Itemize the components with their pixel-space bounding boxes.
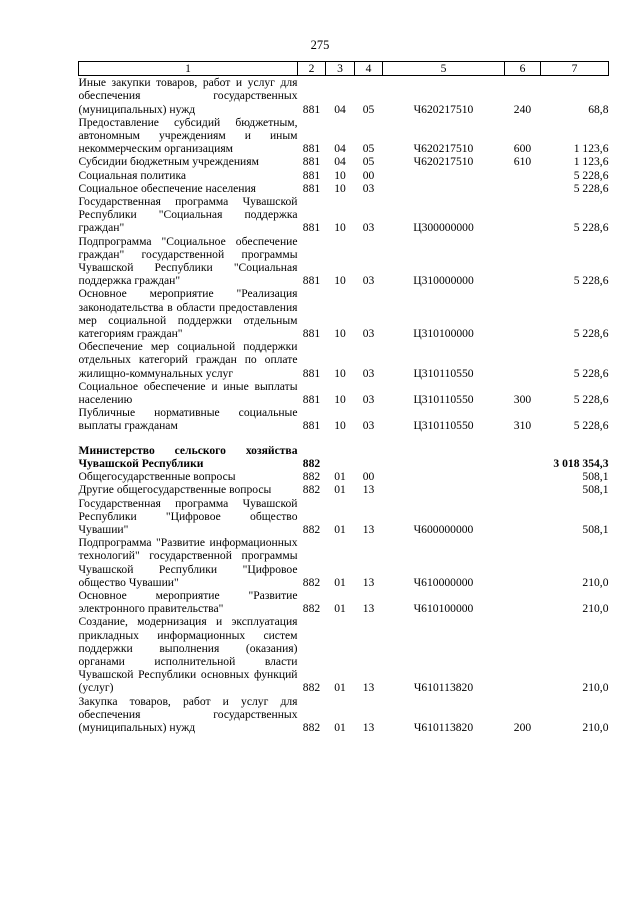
ministry-code-cell: 881 <box>302 419 321 433</box>
row-name-cell: Подпрограмма "Развитие информационных технологий" государственной программы Чувашской Республики "Цифровое общество Чувашии" <box>78 536 298 589</box>
target-article-cell <box>383 483 505 496</box>
ministry-code-cell: 881 <box>302 393 321 407</box>
table-row <box>79 497 609 537</box>
row-name-cell: Основное мероприятие "Развитие электронного правительства" <box>78 588 298 616</box>
section-code-cell: 10 <box>334 274 346 288</box>
table-row <box>79 536 609 589</box>
header-cell: 1 <box>79 62 298 76</box>
header-cell: 6 <box>505 62 541 76</box>
page-number: 275 <box>310 38 330 52</box>
subsection-code-cell: 03 <box>362 327 375 341</box>
section-code-cell: 10 <box>334 168 346 182</box>
target-article-cell: Ц310110550 <box>413 393 474 407</box>
ministry-code-cell: 882 <box>302 602 321 616</box>
expense-type-cell <box>505 483 541 496</box>
section-code-cell: 10 <box>334 366 346 380</box>
target-article-cell: Ч610113820 <box>413 681 474 695</box>
section-code-cell: 01 <box>334 483 346 497</box>
subsection-code-cell: 03 <box>362 366 375 380</box>
table-row <box>79 589 609 615</box>
ministry-code-cell: 882 <box>302 470 321 484</box>
ministry-code-cell: 881 <box>302 155 321 169</box>
target-article-cell: Ч610113820 <box>413 720 474 734</box>
subsection-code-cell: 13 <box>362 575 375 589</box>
section-code-cell: 10 <box>334 419 346 433</box>
ministry-code-cell: 881 <box>302 327 321 341</box>
section-code-cell: 01 <box>334 522 346 536</box>
header-cell: 7 <box>541 62 609 76</box>
target-article-cell <box>383 470 505 483</box>
amount-cell: 5 228,6 <box>573 168 609 182</box>
row-name-cell: Социальное обеспечение и иные выплаты населению <box>78 379 298 407</box>
expense-type-cell <box>505 169 541 182</box>
section-code-cell: 04 <box>334 102 346 116</box>
row-name-cell: Иные закупки товаров, работ и услуг для обеспечения государственных (муниципальных) нужд <box>78 76 298 116</box>
ministry-code-cell: 881 <box>302 366 321 380</box>
section-code-cell <box>326 444 355 470</box>
expense-type-cell: 610 <box>513 155 532 169</box>
row-name-cell: Социальное обеспечение населения <box>78 181 257 195</box>
section-code-cell: 04 <box>334 155 346 169</box>
section-code-cell: 01 <box>334 602 346 616</box>
ministry-code-cell: 882 <box>302 720 321 734</box>
amount-cell: 5 228,6 <box>573 221 609 235</box>
table-row <box>79 76 609 116</box>
target-article-cell: Ч600000000 <box>413 522 474 536</box>
expense-type-cell: 300 <box>513 393 532 407</box>
ministry-code-cell: 882 <box>302 522 321 536</box>
subsection-code-cell: 03 <box>362 419 375 433</box>
expense-type-cell: 600 <box>513 142 532 156</box>
amount-cell: 508,1 <box>582 483 609 497</box>
amount-cell: 210,0 <box>582 602 609 616</box>
ministry-code-cell: 881 <box>302 221 321 235</box>
target-article-cell <box>383 444 505 470</box>
table-row <box>79 155 609 168</box>
amount-cell: 3 018 354,3 <box>553 456 609 470</box>
section-code-cell: 10 <box>334 181 346 195</box>
table-row <box>79 287 609 340</box>
amount-cell: 5 228,6 <box>573 274 609 288</box>
section-code-cell: 10 <box>334 393 346 407</box>
row-name-cell: Государственная программа Чувашской Республики "Цифровое общество Чувашии" <box>78 496 298 536</box>
header-row <box>79 62 609 76</box>
table-row <box>79 470 609 483</box>
subsection-code-cell: 03 <box>362 221 375 235</box>
target-article-cell: Ц310100000 <box>413 327 474 341</box>
section-code-cell: 01 <box>334 720 346 734</box>
target-article-cell: Ч610100000 <box>413 602 474 616</box>
row-name-cell: Министерство сельского хозяйства Чувашской Республики <box>78 443 298 470</box>
header-cell: 3 <box>326 62 355 76</box>
expense-type-cell <box>505 287 541 340</box>
table-row <box>79 182 609 195</box>
ministry-code-cell: 882 <box>302 483 321 497</box>
budget-table <box>78 61 609 734</box>
subsection-code-cell: 00 <box>362 168 375 182</box>
amount-cell: 5 228,6 <box>573 181 609 195</box>
row-name-cell: Закупка товаров, работ и услуг для обеспечения государственных (муниципальных) нужд <box>78 694 298 734</box>
row-name-cell: Создание, модернизация и эксплуатация прикладных информационных систем поддержки выполнения (оказания) органами исполнительной власти Чувашской Республики основных функций (услуг) <box>78 615 298 695</box>
table-row <box>79 615 609 694</box>
amount-cell: 1 123,6 <box>573 142 609 156</box>
expense-type-cell <box>505 444 541 470</box>
target-article-cell: Ч620217510 <box>413 155 474 169</box>
subsection-code-cell: 05 <box>362 142 375 156</box>
expense-type-cell <box>505 182 541 195</box>
expense-type-cell: 200 <box>513 720 532 734</box>
target-article-cell: Ц310110550 <box>413 366 474 380</box>
amount-cell: 508,1 <box>582 470 609 484</box>
ministry-code-cell: 881 <box>302 102 321 116</box>
subsection-code-cell: 03 <box>362 274 375 288</box>
expense-type-cell <box>505 497 541 537</box>
table-row <box>79 406 609 432</box>
row-name-cell: Публичные нормативные социальные выплаты гражданам <box>78 406 298 433</box>
row-name-cell: Общегосударственные вопросы <box>78 470 236 484</box>
row-name-cell: Социальная политика <box>78 168 187 182</box>
amount-cell: 5 228,6 <box>573 419 609 433</box>
table-row <box>79 380 609 406</box>
section-code-cell: 01 <box>334 470 346 484</box>
amount-cell: 210,0 <box>582 575 609 589</box>
expense-type-cell: 240 <box>513 102 532 116</box>
subsection-code-cell: 05 <box>362 102 375 116</box>
ministry-code-cell: 882 <box>302 575 321 589</box>
spacer-cell <box>79 433 609 444</box>
row-name-cell: Предоставление субсидий бюджетным, автономным учреждениям и иным некоммерческим организациям <box>78 115 298 156</box>
row-name-cell: Основное мероприятие "Реализация законодательства в области предоставления мер социальной поддержки отдельным категориям граждан" <box>78 287 298 341</box>
amount-cell: 5 228,6 <box>573 327 609 341</box>
amount-cell: 508,1 <box>582 522 609 536</box>
table-row <box>79 195 609 235</box>
table-row <box>79 695 609 735</box>
subsection-code-cell: 13 <box>362 720 375 734</box>
row-name-cell: Обеспечение мер социальной поддержки отдельных категорий граждан по оплате жилищно-коммунальных услуг <box>78 340 298 380</box>
section-code-cell: 01 <box>334 575 346 589</box>
row-name-cell: Субсидии бюджетным учреждениям <box>78 155 259 169</box>
expense-type-cell <box>505 195 541 235</box>
expense-type-cell <box>505 589 541 615</box>
expense-type-cell: 310 <box>513 419 532 433</box>
amount-cell: 5 228,6 <box>573 366 609 380</box>
table-row <box>79 169 609 182</box>
amount-cell: 1 123,6 <box>573 155 609 169</box>
header-cell: 2 <box>298 62 326 76</box>
target-article-cell: Ц310110550 <box>413 419 474 433</box>
spacer-row <box>79 433 609 444</box>
table-row <box>79 340 609 380</box>
section-code-cell: 10 <box>334 327 346 341</box>
table-row <box>79 444 609 470</box>
ministry-code-cell: 882 <box>302 456 321 470</box>
amount-cell: 210,0 <box>582 720 609 734</box>
table-row <box>79 235 609 288</box>
row-name-cell: Государственная программа Чувашской Республики "Социальная поддержка граждан" <box>78 195 298 235</box>
row-name-cell: Другие общегосударственные вопросы <box>78 483 272 497</box>
subsection-code-cell <box>355 444 383 470</box>
target-article-cell <box>383 169 505 182</box>
expense-type-cell <box>505 615 541 694</box>
amount-cell: 5 228,6 <box>573 393 609 407</box>
expense-type-cell <box>505 235 541 288</box>
header-cell: 4 <box>355 62 383 76</box>
target-article-cell: Ц310000000 <box>413 274 474 288</box>
expense-type-cell <box>505 470 541 483</box>
subsection-code-cell: 13 <box>362 522 375 536</box>
table-row <box>79 116 609 156</box>
subsection-code-cell: 05 <box>362 155 375 169</box>
subsection-code-cell: 00 <box>362 470 375 484</box>
subsection-code-cell: 03 <box>362 181 375 195</box>
target-article-cell <box>383 182 505 195</box>
subsection-code-cell: 03 <box>362 393 375 407</box>
subsection-code-cell: 13 <box>362 483 375 497</box>
section-code-cell: 01 <box>334 681 346 695</box>
target-article-cell: Ц300000000 <box>413 221 474 235</box>
amount-cell: 210,0 <box>582 681 609 695</box>
amount-cell: 68,8 <box>588 102 609 116</box>
subsection-code-cell: 13 <box>362 681 375 695</box>
section-code-cell: 04 <box>334 142 346 156</box>
expense-type-cell <box>505 536 541 589</box>
target-article-cell: Ч620217510 <box>413 142 474 156</box>
ministry-code-cell: 881 <box>302 181 321 195</box>
target-article-cell: Ч610000000 <box>413 575 474 589</box>
ministry-code-cell: 881 <box>302 142 321 156</box>
ministry-code-cell: 882 <box>302 681 321 695</box>
ministry-code-cell: 881 <box>302 168 321 182</box>
header-cell: 5 <box>383 62 505 76</box>
table-row <box>79 483 609 496</box>
ministry-code-cell: 881 <box>302 274 321 288</box>
row-name-cell: Подпрограмма "Социальное обеспечение граждан" государственной программы Чувашской Республики "Социальная поддержка граждан" <box>78 234 298 288</box>
subsection-code-cell: 13 <box>362 602 375 616</box>
section-code-cell: 10 <box>334 221 346 235</box>
target-article-cell: Ч620217510 <box>413 102 474 116</box>
expense-type-cell <box>505 340 541 380</box>
